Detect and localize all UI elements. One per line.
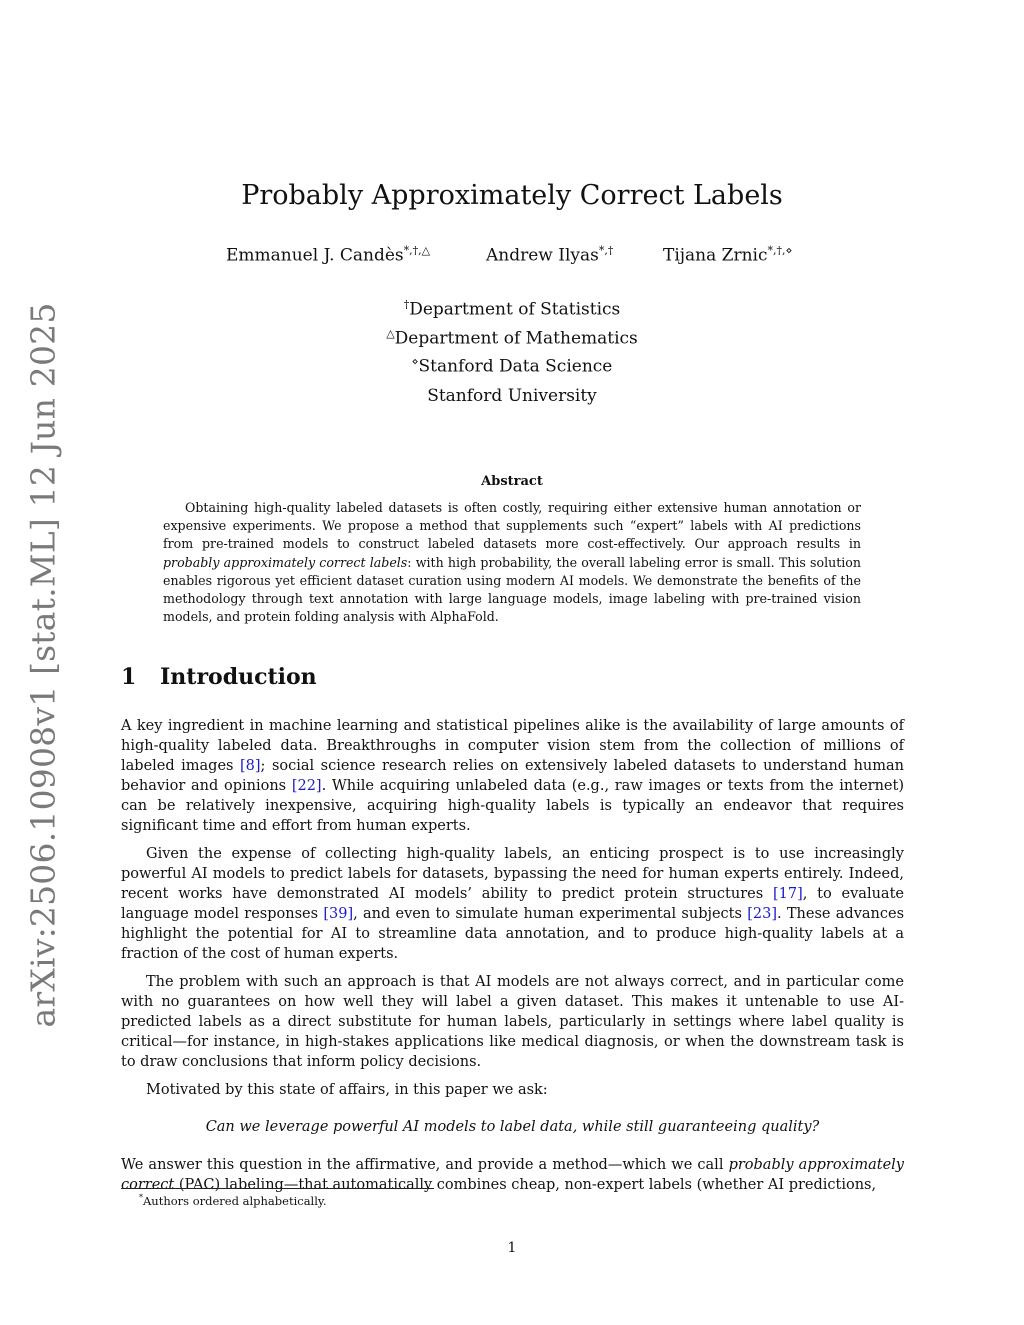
paper-title: Probably Approximately Correct Labels: [241, 180, 783, 211]
affiliation-data-science: ⋄Stanford Data Science: [411, 355, 613, 377]
affiliations: [0, 293, 1024, 379]
author-zrnic: [663, 244, 792, 266]
footnote-text: Authors ordered alphabetically.: [143, 1193, 327, 1208]
footnote-mark: *: [139, 1193, 143, 1202]
citation-39[interactable]: [39]: [323, 906, 354, 922]
author-marks: *,†,△: [403, 244, 431, 257]
section-title: Introduction: [160, 664, 317, 690]
citation-17[interactable]: [17]: [772, 886, 803, 902]
footnote: [139, 1193, 327, 1208]
footnote-rule: [121, 1188, 434, 1189]
paragraph-5: We answer this question in the affirmative, and provide a method—which we call probably approximately correct (PAC) labeling—that automatically combines cheap, non-expert labels (whether AI predictions,: [121, 1157, 904, 1193]
author-name: Tijana Zrnic: [663, 245, 768, 266]
body-text: [121, 716, 904, 1203]
abstract-heading: Abstract: [481, 474, 543, 489]
abstract-text: Obtaining high-quality labeled datasets is often costly, requiring either extensive human annotation or expensive experiments. We propose a method that supplements such “expert” labels with AI predictions from pre-trained models to construct labeled datasets more cost-effectively. Our approach results in probably approximately correct labels: with high probability, the overall labeling error is small. This solution enables rigorous yet efficient dataset curation using modern AI models. We demonstrate the benefits of the methodology through text annotation with large language models, image labeling with pre-trained vision models, and protein folding analysis with AlphaFold.: [163, 500, 861, 625]
citation-8[interactable]: [8]: [240, 758, 261, 774]
author-marks: *,†: [598, 244, 614, 257]
author-name: Andrew Ilyas: [486, 245, 599, 266]
paragraph-4: Motivated by this state of affairs, in this paper we ask:: [146, 1082, 548, 1098]
affiliation-mathematics: △Department of Mathematics: [386, 326, 638, 349]
author-marks: *,†,⋄: [767, 244, 793, 257]
section-heading: [121, 664, 317, 690]
paragraph-1: A key ingredient in machine learning and statistical pipelines alike is the availability of large amounts of high-quality labeled data. Breakthroughs in computer vision stem from the collection of millions of labeled images [8]; social science research relies on extensively labeled datasets to understand human behavior and opinions [22]. While acquiring unlabeled data (e.g., raw images or texts from the internet) can be relatively inexpensive, acquiring high-quality labels is typically an endeavor that requires significant time and effort from human experts.: [121, 718, 904, 834]
page-number: 1: [507, 1240, 517, 1256]
research-question: Can we leverage powerful AI models to label data, while still guaranteeing quality?: [205, 1119, 820, 1135]
affiliation-statistics: †Department of Statistics: [403, 298, 621, 320]
citation-22[interactable]: [22]: [291, 778, 322, 794]
arxiv-identifier: arXiv:2506.10908v1 [stat.ML] 12 Jun 2025: [23, 302, 63, 1028]
paragraph-2: Given the expense of collecting high-quality labels, an enticing prospect is to use increasingly powerful AI models to predict labels for datasets, bypassing the need for human experts entirely. Indeed, recent works have demonstrated AI models’ ability to predict protein structures [17], to evaluate language model responses [39], and even to simulate human experimental subjects [23]. These advances highlight the potential for AI to streamline data annotation, and to produce high-quality labels at a fraction of the cost of human experts.: [121, 846, 905, 962]
author-name: Emmanuel J. Candès: [226, 245, 404, 266]
author-candes: [226, 244, 430, 266]
citation-23[interactable]: [23]: [747, 906, 777, 922]
section-number: 1: [121, 664, 137, 690]
paragraph-3: The problem with such an approach is that AI models are not always correct, and in particular come with no guarantees on how well they will label a given dataset. This makes it untenable to use AI-predicted labels as a direct substitute for human labels, particularly in settings where label quality is critical—for instance, in high-stakes applications like medical diagnosis, or when the downstream task is to draw conclusions that inform policy decisions.: [121, 974, 904, 1070]
author-ilyas: [486, 244, 613, 266]
university: Stanford University: [427, 386, 597, 406]
